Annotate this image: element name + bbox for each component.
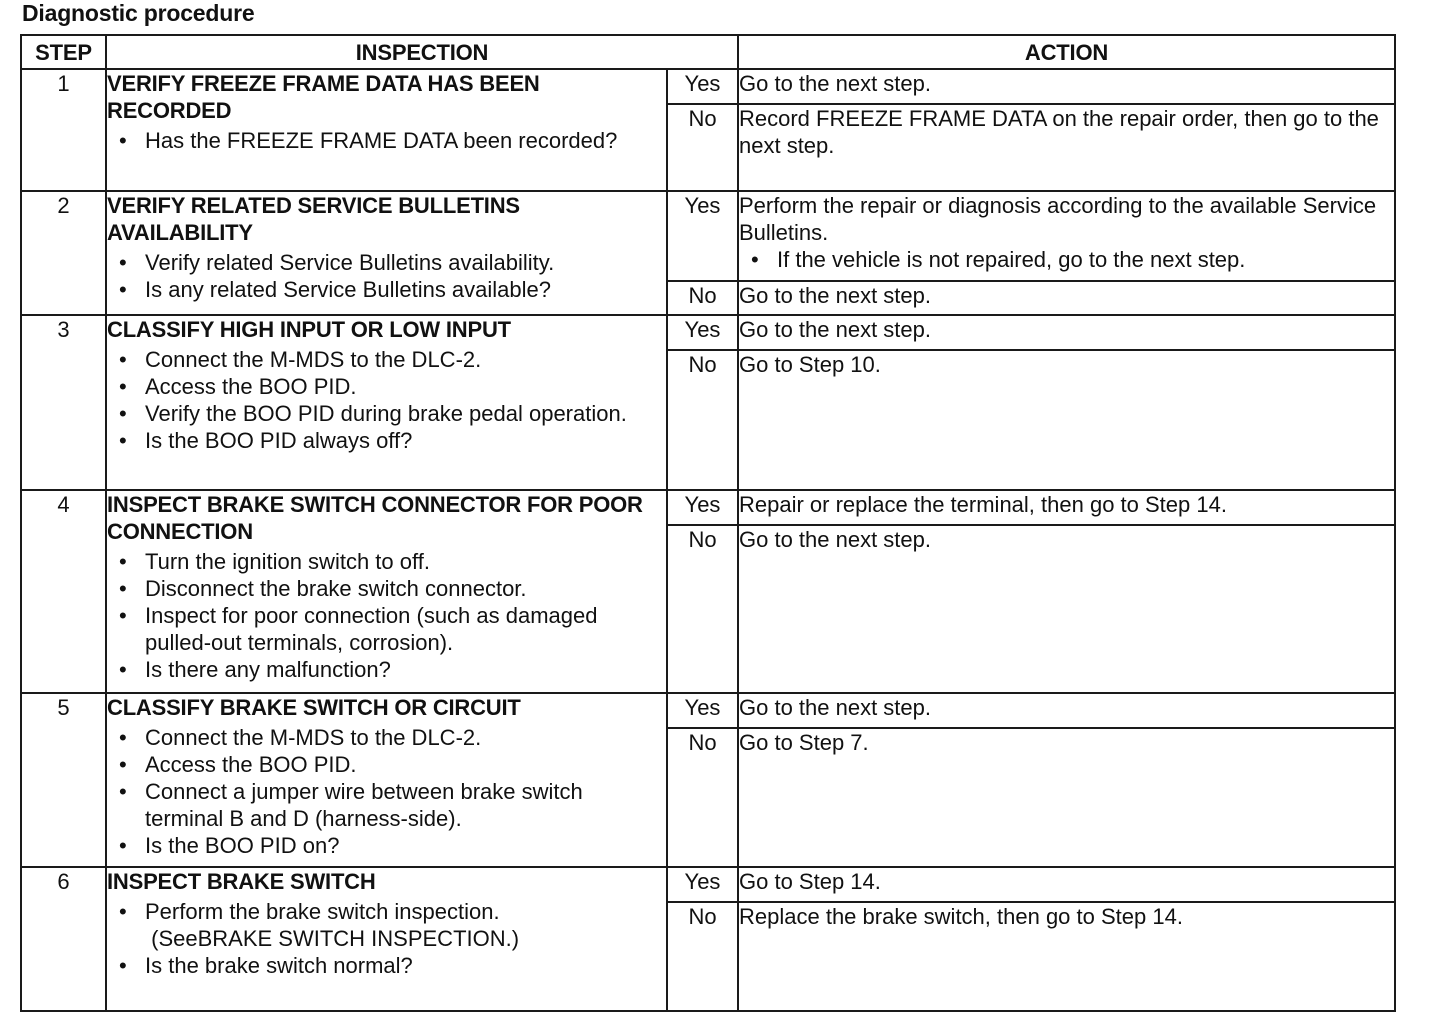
inspection-bullet: • Is there any malfunction?: [115, 656, 666, 683]
inspection-bullet: • Access the BOO PID.: [115, 373, 666, 400]
inspection-bullet: • Verify the BOO PID during brake pedal operation.: [115, 400, 666, 427]
header-action: ACTION: [738, 35, 1395, 69]
table-header-row: [21, 35, 1395, 69]
step-number: 6: [21, 867, 106, 1011]
yes-action: Go to the next step.: [738, 693, 1395, 728]
step-number: 5: [21, 693, 106, 868]
yes-label: Yes: [667, 867, 738, 902]
inspection-cell: [106, 315, 667, 490]
no-action: Go to Step 10.: [738, 350, 1395, 490]
yes-label: Yes: [667, 315, 738, 350]
inspection-cell: [106, 490, 667, 693]
inspection-heading: CLASSIFY HIGH INPUT OR LOW INPUT: [107, 317, 511, 343]
inspection-bullets: [107, 898, 666, 979]
no-action: Replace the brake switch, then go to Step 14.: [738, 902, 1395, 1011]
inspection-bullets: [107, 724, 666, 859]
step-2-yes-row: [21, 191, 1395, 281]
no-label: No: [667, 350, 738, 490]
step-3-yes-row: [21, 315, 1395, 350]
yes-label: Yes: [667, 191, 738, 281]
no-label: No: [667, 728, 738, 868]
no-label: No: [667, 104, 738, 190]
no-label: No: [667, 525, 738, 693]
inspection-bullets: [107, 548, 666, 683]
step-6-yes-row: [21, 867, 1395, 902]
inspection-bullets: [107, 346, 666, 454]
action-bullets: [739, 246, 1394, 273]
yes-action: Go to the next step.: [738, 315, 1395, 350]
step-number: 4: [21, 490, 106, 693]
step-number: 2: [21, 191, 106, 316]
step-number: 3: [21, 315, 106, 490]
inspection-bullet: • Connect the M-MDS to the DLC-2.: [115, 346, 666, 373]
document-title: Diagnostic procedure: [22, 0, 255, 26]
inspection-bullet: • Is any related Service Bulletins available?: [115, 276, 666, 303]
inspection-bullet: • Is the brake switch normal?: [115, 952, 666, 979]
no-action: Record FREEZE FRAME DATA on the repair order, then go to the next step.: [738, 104, 1395, 190]
inspection-cell: [106, 693, 667, 868]
yes-action: Repair or replace the terminal, then go to Step 14.: [738, 490, 1395, 525]
inspection-reference-note: (SeeBRAKE SWITCH INSPECTION.): [145, 926, 520, 952]
inspection-bullet: • Is the BOO PID always off?: [115, 427, 666, 454]
inspection-bullet: • Has the FREEZE FRAME DATA been recorded?: [115, 127, 666, 154]
header-inspection: INSPECTION: [106, 35, 738, 69]
inspection-bullet: • Is the BOO PID on?: [115, 832, 666, 859]
yes-action: Go to the next step.: [738, 69, 1395, 104]
header-step: STEP: [21, 35, 106, 69]
diagnostic-procedure-table: [20, 34, 1396, 1012]
inspection-heading: VERIFY FREEZE FRAME DATA HAS BEEN RECORDED: [107, 71, 540, 123]
yes-label: Yes: [667, 69, 738, 104]
yes-label: Yes: [667, 490, 738, 525]
inspection-bullet: [115, 898, 666, 952]
no-action: Go to Step 7.: [738, 728, 1395, 868]
inspection-heading: INSPECT BRAKE SWITCH CONNECTOR FOR POOR CONNECTION: [107, 491, 643, 544]
step-4-yes-row: [21, 490, 1395, 525]
inspection-heading: VERIFY RELATED SERVICE BULLETINS AVAILABILITY: [107, 192, 520, 245]
inspection-bullet: • Verify related Service Bulletins availability.: [115, 249, 666, 276]
yes-action: Go to Step 14.: [738, 867, 1395, 902]
inspection-bullets: [107, 127, 666, 154]
yes-label: Yes: [667, 693, 738, 728]
yes-action: Perform the repair or diagnosis according to the available Service Bulletins.: [739, 192, 1377, 245]
inspection-bullet: • Access the BOO PID.: [115, 751, 666, 778]
step-number: 1: [21, 69, 106, 191]
inspection-bullet: • Connect the M-MDS to the DLC-2.: [115, 724, 666, 751]
inspection-heading: INSPECT BRAKE SWITCH: [107, 869, 376, 895]
inspection-heading: CLASSIFY BRAKE SWITCH OR CIRCUIT: [107, 694, 521, 720]
step-5-yes-row: [21, 693, 1395, 728]
step-1-yes-row: [21, 69, 1395, 104]
no-label: No: [667, 281, 738, 315]
action-bullet: • If the vehicle is not repaired, go to the next step.: [747, 246, 1394, 273]
inspection-cell: [106, 191, 667, 316]
inspection-bullet: • Connect a jumper wire between brake switch terminal B and D (harness-side).: [115, 778, 666, 832]
yes-action-cell: [738, 191, 1395, 281]
inspection-bullet: • Turn the ignition switch to off.: [115, 548, 666, 575]
no-action: Go to the next step.: [738, 281, 1395, 315]
inspection-bullets: [107, 249, 666, 303]
inspection-bullet: • Disconnect the brake switch connector.: [115, 575, 666, 602]
inspection-cell: [106, 867, 667, 1011]
no-label: No: [667, 902, 738, 1011]
inspection-bullet-text: • Perform the brake switch inspection.: [145, 899, 500, 925]
no-action: Go to the next step.: [738, 525, 1395, 693]
inspection-bullet: • Inspect for poor connection (such as damaged pulled-out terminals, corrosion).: [115, 602, 666, 656]
inspection-cell: [106, 69, 667, 191]
